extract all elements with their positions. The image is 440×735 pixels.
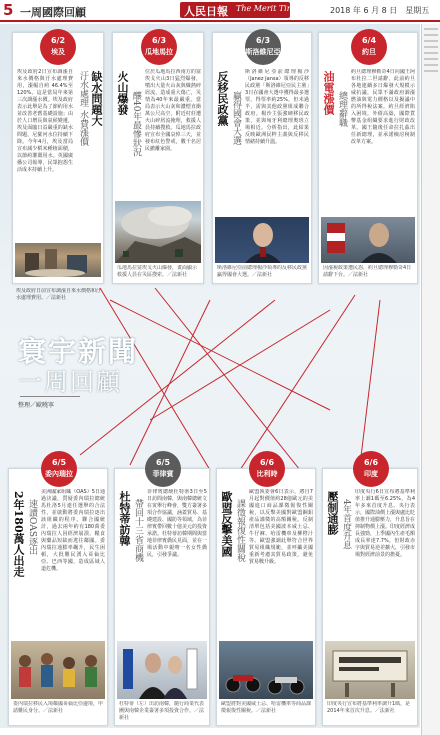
badge-date: 6/3 <box>255 36 271 45</box>
date-badge <box>249 451 285 487</box>
badge-category: 委內瑞拉 <box>45 470 73 478</box>
badge-category: 菲律賓 <box>152 470 174 478</box>
page-number: 5 <box>3 1 14 19</box>
feature-subtitle: 一周回顧 <box>18 368 122 396</box>
badge-category: 埃及 <box>51 48 65 56</box>
badge-date: 6/5 <box>51 458 67 467</box>
photo-illustration <box>219 641 313 699</box>
badge-category: 瓜地馬拉 <box>145 48 173 56</box>
badge-date: 6/5 <box>155 458 171 467</box>
photo-egypt-water <box>15 243 101 277</box>
feature-title: 寰宇新聞 <box>18 335 139 368</box>
badge-date: 6/2 <box>50 36 66 45</box>
badge-date: 6/6 <box>259 458 275 467</box>
photo-illustration <box>15 243 101 277</box>
photo-harley-motorcycles <box>219 641 313 699</box>
photo-caption: 杜特蒂（左）出訪南韓，隨行商業代表團與南韓企業簽署多項投資合作。／法新社 <box>119 701 205 721</box>
article-body: 斯洛維尼亞前總理楊沙（Janez Jansa）領導的反移民政黨「斯洛維尼亞民主黨」3日在國會大選中獲得最多選票，得票率約25%，但未過半，需與其他政黨組成聯合政府。楊沙主張強硬移民政策，並與匈牙利總理奧班立場相近。分析指出，此結果反映歐洲民粹主義與反移民情緒持續升溫。 <box>245 69 309 145</box>
card-philippines <box>114 458 210 726</box>
date-badge <box>353 451 389 487</box>
strip-line <box>424 52 438 54</box>
date-badge <box>245 29 281 65</box>
subheadline: 速讀OAS逐出 <box>27 499 37 556</box>
badge-category: 斯洛維尼亞 <box>245 48 281 56</box>
date-badge <box>145 451 181 487</box>
article-body: 印度央行6日宣布將基準利率上調1碼至6.25%，為4年多來首度升息。央行表示，國際油價上漲與盧比貶值推升通膨壓力，升息旨在抑制物價上漲。印度經濟成長強勁，上季國內生產毛額成長率達7.7%，但財政赤字與貿易逆差擴大，引發市場對經濟前景的擔憂。 <box>355 489 415 558</box>
photo-caption: 印度央行宣布將基準利率調升1碼，是2014年來首次升息。／法新社 <box>327 701 411 714</box>
card-guatemala <box>112 32 204 284</box>
strip-line <box>424 28 438 30</box>
badge-date: 6/3 <box>151 36 167 45</box>
article-body: 約旦總理穆勒奇4日向國王阿布杜拉二世請辭，此前約旦各地連續多日爆發大規模示威抗議，民眾不滿政府調漲燃油與電力價格以及擬議中的所得稅法案。約旦經濟陷入困境，外債高築，國際貨幣基金組織要求進行財政改革。國王隨後任命拉扎茲出任新總理，並承諾檢討稅制改革方案。 <box>351 69 415 145</box>
photo-caption: 歐盟將對美國威士忌、哈雷機車等商品課徵報復性關稅。／法新社 <box>221 701 312 714</box>
badge-category: 約旦 <box>362 48 376 56</box>
article-body: 位於瓜地馬拉西南方的富埃戈火山3日猛烈爆發，噴出大量火山灰與熾熱碎屑流，造成重大傷亡，災情為40年來最嚴重。當局表示火山灰和濃煙直衝萬公尺高空，附近村莊遭火山碎屑流掩埋，救援人員持續搜救。瓜地馬拉政府宣布全國哀悼三天，並發布紅色警戒，數千名居民撤離家園。 <box>145 69 201 152</box>
photo-mulki <box>321 217 415 263</box>
headline: 反移民政黨 <box>216 71 229 126</box>
subheadline: 4年首度升息 <box>341 499 351 550</box>
photo-illustration <box>11 641 105 699</box>
photo-illustration <box>115 201 201 263</box>
date-badge <box>351 29 387 65</box>
photo-venezuela-migrants <box>11 641 105 699</box>
photo-illustration <box>325 641 415 699</box>
headline: 2年180萬人出走 <box>12 491 25 577</box>
photo-duterte <box>117 641 207 699</box>
photo-reserve-bank <box>325 641 415 699</box>
photo-volcano <box>115 201 201 263</box>
date-badge <box>41 451 77 487</box>
card-slovenia <box>212 32 312 284</box>
logo-chinese: 人民日報 <box>184 5 228 18</box>
badge-date: 6/6 <box>363 458 379 467</box>
badge-date: 6/4 <box>361 36 377 45</box>
egypt-photo-caption: 埃及政府日前宣布調漲自來水價格和汙水處理費用。／法新社 <box>16 288 102 301</box>
card-jordan <box>318 32 418 284</box>
subheadline: 汙水處理 水費漲價 <box>78 71 88 146</box>
headline: 油電漲價 <box>322 71 335 115</box>
adjacent-page-strip <box>421 24 440 735</box>
headline: 壓制通膨 <box>326 491 339 535</box>
badge-category: 比利時 <box>256 470 278 478</box>
subheadline: 總理辭職 <box>337 91 347 127</box>
strip-line <box>424 40 438 42</box>
photo-illustration <box>215 217 309 263</box>
strip-line <box>424 46 438 48</box>
photo-caption: 因漲稅政策遭民怨，約旦總理穆勒奇4日請辭下台。／法新社 <box>323 265 412 278</box>
article-body: 歐盟執委會6日表示，將自7月起對價值約28億歐元的美國進口商品課徵報復性關稅，以反擊美國對歐盟鋼鋁產品課徵的高額關稅。反制清單包括美國波本威士忌、牛仔褲、哈雷機車及柳橙汁等。歐盟強調此舉符合世界貿易組織規範，並呼籲美國重新考慮其貿易政策，避免貿易戰升級。 <box>249 489 313 565</box>
subheadline: 課徵報復性關稅 <box>235 499 245 562</box>
section-title: 一周國際回顧 <box>20 6 86 19</box>
photo-caption: 斯洛維尼亞前總理楊沙領導的反移民政黨贏得國會大選。／法新社 <box>217 265 308 278</box>
photo-caption: 委內瑞拉移民入境鄰國哥倫比亞邊境，申請難民身分。／法新社 <box>13 701 104 714</box>
subheadline: 帶回十三省商機 <box>133 499 143 562</box>
date-badge <box>141 29 177 65</box>
strip-line <box>424 70 438 72</box>
article-body: 菲律賓總統杜特蒂3日至5日訪問南韓，與南韓總統文在寅舉行峰會，雙方簽署多項合作協議，涵蓋貿易、基礎建設、國防等領域，為菲律賓帶回數十億美元的投資承諾。杜特蒂訪韓期間與當地菲律賓僑民見面，並在一場活動中親吻一名女性僑民，引發爭議。 <box>147 489 207 558</box>
card-egypt <box>12 32 104 284</box>
subheadline: 贏得國會大選 <box>231 91 241 145</box>
strip-line <box>424 34 438 36</box>
headline: 杜特蒂訪韓 <box>118 491 131 546</box>
card-belgium <box>216 458 316 726</box>
strip-line <box>424 64 438 66</box>
photo-illustration <box>321 217 415 263</box>
headline: 歐盟反擊美國 <box>220 491 233 557</box>
subheadline: 釀40年最慘狀況 <box>131 91 141 157</box>
photo-jansa <box>215 217 309 263</box>
date-badge <box>40 29 76 65</box>
headline: 缺水問題大 <box>90 71 103 126</box>
headline: 火山爆發 <box>116 71 129 115</box>
logo-english: The Merit Times <box>236 4 304 13</box>
issue-date: 2018 年 6 月 8 日 星期五 <box>330 6 430 15</box>
article-body: 埃及政府2日宣布調漲自來水價格與汙水處理費用，漲幅自約 46.4%至 120%。這是當局年來第三次調漲水價。埃及政府表示此舉是為了節約用水並改善老舊基礎設施；由於人口增長與氣候變遷，埃及面臨日益嚴重的缺水問題，尼羅河水位持續下降。今年4月，埃及當局宣布減少稻米種植面積，以節約灌溉用水。英國廣播公司報導，民眾抱怨生活成本持續上升。 <box>17 69 73 173</box>
photo-caption: 瓜地馬拉富埃戈火山爆發，畫面顯示救援人員在災區搜索。／法新社 <box>117 265 198 278</box>
card-india <box>322 458 418 726</box>
article-body: 美洲國家組織（OAS）5日通過決議，質疑委內瑞拉總統馬杜洛5月連任選舉的合法性，並啟動將委內瑞拉逐出該組織的程序。聯合國統計，過去兩年約有180萬委內瑞拉人因經濟崩潰、糧食與藥品短缺而逃往鄰國。委內瑞拉通膨率飆升，民生困頓，大批難民湧入哥倫比亞、巴西等國，造成區域人道危機。 <box>41 489 105 572</box>
title-divider <box>20 396 80 397</box>
photo-illustration <box>117 641 207 699</box>
card-venezuela <box>8 458 108 726</box>
badge-category: 印度 <box>364 470 378 478</box>
byline: 整理／歐曉寧 <box>18 402 55 409</box>
strip-line <box>424 58 438 60</box>
